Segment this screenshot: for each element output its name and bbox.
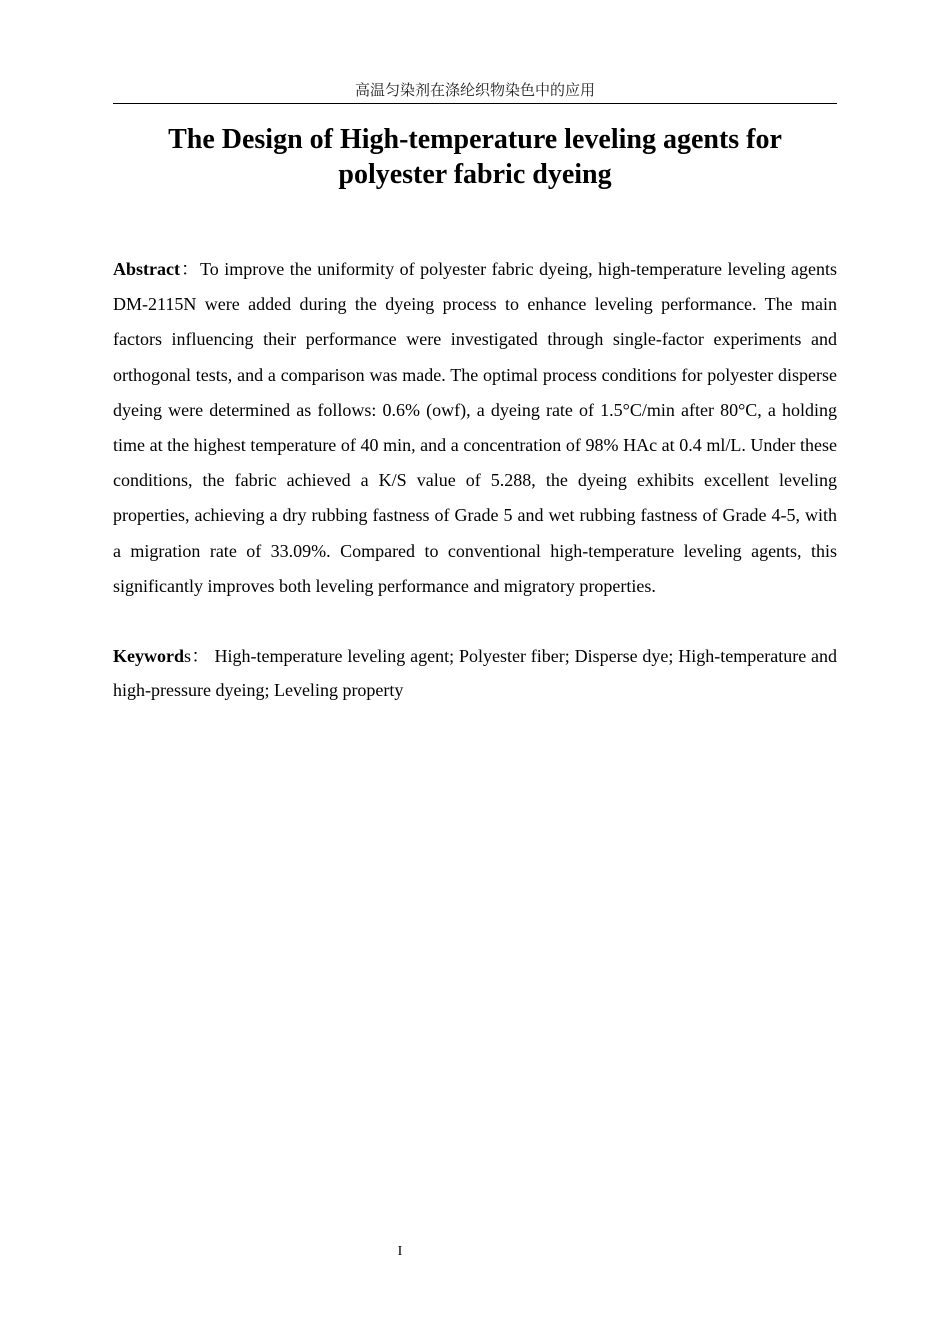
- running-header: 高温匀染剂在涤纶织物染色中的应用: [354, 81, 595, 99]
- keywords-paragraph: [113, 639, 837, 707]
- page-number: I: [397, 1244, 403, 1259]
- abstract-separator: ：: [179, 259, 200, 279]
- keywords-text: High-temperature leveling agent; Polyester fiber; Disperse dye; High-temperature and high-pressure dyeing; Leveling property: [113, 646, 838, 700]
- abstract-paragraph: [113, 252, 837, 604]
- paper-title: The Design of High-temperature leveling agents for polyester fabric dyeing: [168, 124, 782, 190]
- keywords-label-suffix: s: [184, 646, 192, 666]
- keywords-label: Keyword: [113, 646, 184, 666]
- header-rule: [113, 103, 837, 104]
- abstract-label: Abstract: [113, 259, 180, 279]
- keywords-separator: ：: [191, 646, 210, 666]
- abstract-text: To improve the uniformity of polyester fabric dyeing, high-temperature leveling agents DM-2115N were added during the dyeing process to enhance leveling performance. The main factors influencing their performance were investigated through single-factor experiments and orthogonal tests, and a comparison was made. The optimal process conditions for polyester disperse dyeing were determined as follows: 0.6% (owf), a dyeing rate of 1.5°C/min after 80°C, a holding time at the highest temperature of 40 min, and a concentration of 98% HAc at 0.4 ml/L. Under these conditions, the fabric achieved a K/S value of 5.288, the dyeing exhibits excellent leveling properties, achieving a dry rubbing fastness of Grade 5 and wet rubbing fastness of Grade 4-5, with a migration rate of 33.09%. Compared to conventional high-temperature leveling agents, this significantly improves both leveling performance and migratory properties.: [113, 259, 838, 596]
